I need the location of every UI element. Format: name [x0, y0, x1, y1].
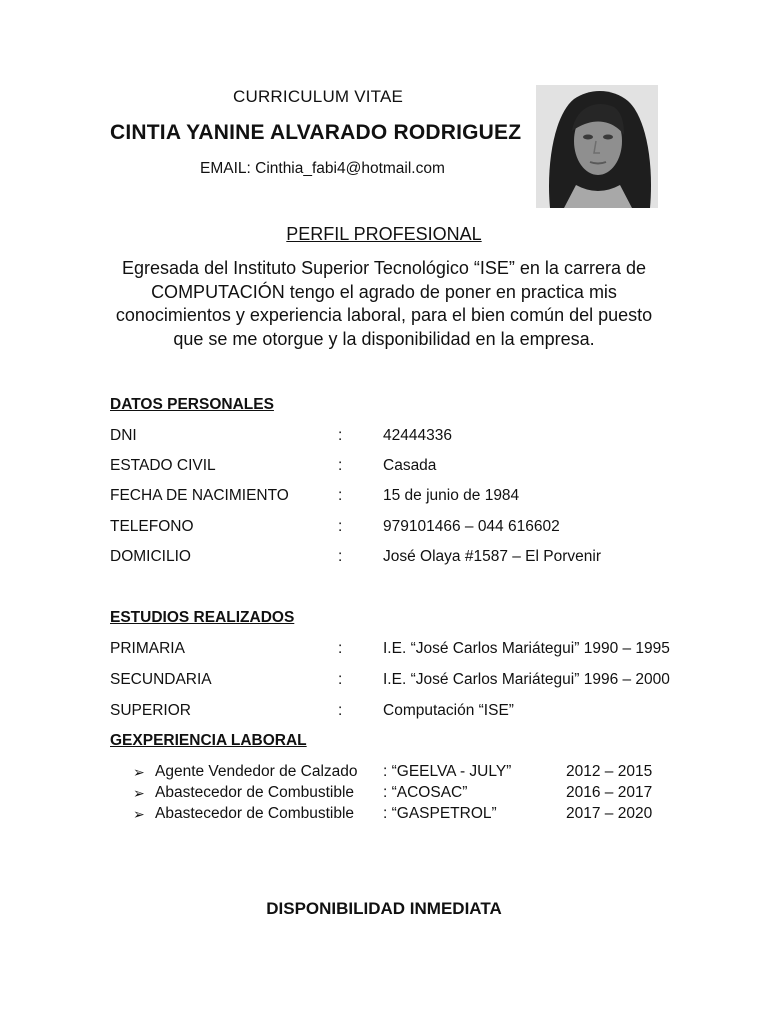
perfil-heading: PERFIL PROFESIONAL	[286, 224, 482, 244]
job-years: 2016 – 2017	[566, 784, 653, 801]
row-separator: :	[338, 702, 343, 719]
row-label: TELEFONO	[110, 518, 194, 535]
job-item	[0, 784, 768, 804]
document-title: CURRICULUM VITAE	[233, 87, 404, 106]
job-role: Agente Vendedor de Calzado	[155, 763, 358, 780]
job-years: 2012 – 2015	[566, 763, 653, 780]
row-separator: :	[338, 518, 343, 535]
job-role: Abastecedor de Combustible	[155, 784, 355, 801]
row-separator: :	[338, 671, 343, 688]
row-value: 42444336	[383, 427, 452, 444]
row-label: SUPERIOR	[110, 702, 191, 719]
row-value: I.E. “José Carlos Mariátegui” 1990 – 1995	[383, 640, 670, 657]
row-value: Casada	[383, 457, 437, 474]
job-years: 2017 – 2020	[566, 805, 653, 822]
availability-note: DISPONIBILIDAD INMEDIATA	[266, 899, 502, 918]
row-separator: :	[338, 487, 343, 504]
estudios-row-secundaria	[0, 671, 768, 691]
datos-personales-heading: DATOS PERSONALES	[110, 396, 274, 413]
estudios-row-primaria	[0, 640, 768, 660]
datos-row-estado-civil	[0, 457, 768, 477]
row-label: DNI	[110, 427, 137, 444]
email-line: EMAIL: Cinthia_fabi4@hotmail.com	[200, 160, 445, 177]
row-value: 15 de junio de 1984	[383, 487, 520, 504]
job-item	[0, 805, 768, 825]
job-company: : “ACOSAC”	[383, 784, 468, 801]
row-label: ESTADO CIVIL	[110, 457, 216, 474]
job-company: : “GASPETROL”	[383, 805, 497, 822]
datos-row-domicilio	[0, 548, 768, 568]
row-separator: :	[338, 548, 343, 565]
row-label: SECUNDARIA	[110, 671, 212, 688]
row-value: Computación “ISE”	[383, 702, 514, 719]
datos-row-dni	[0, 427, 768, 447]
job-role: Abastecedor de Combustible	[155, 805, 355, 822]
arrow-bullet-icon: ➢	[133, 785, 145, 801]
row-value: I.E. “José Carlos Mariátegui” 1996 – 2000	[383, 671, 670, 688]
profile-photo	[536, 85, 658, 208]
row-value: José Olaya #1587 – El Porvenir	[383, 548, 601, 565]
row-label: DOMICILIO	[110, 548, 191, 565]
datos-row-telefono	[0, 518, 768, 538]
estudios-row-superior	[0, 702, 768, 722]
row-label: PRIMARIA	[110, 640, 185, 657]
experiencia-heading: GEXPERIENCIA LABORAL	[110, 732, 307, 749]
candidate-name: CINTIA YANINE ALVARADO RODRIGUEZ	[110, 121, 522, 144]
job-item	[0, 763, 768, 783]
row-separator: :	[338, 457, 343, 474]
row-separator: :	[338, 427, 343, 444]
arrow-bullet-icon: ➢	[133, 806, 145, 822]
row-separator: :	[338, 640, 343, 657]
estudios-heading: ESTUDIOS REALIZADOS	[110, 609, 295, 626]
perfil-paragraph: Egresada del Instituto Superior Tecnológico “ISE” en la carrera de COMPUTACIÓN tengo el agrado de poner en practica mis conocimientos y experiencia laboral, para el bien común del puesto que se me otorgue y la disponibilidad en la empresa.	[115, 258, 653, 349]
datos-row-fecha-nacimiento	[0, 487, 768, 507]
job-company: : “GEELVA - JULY”	[383, 763, 512, 780]
row-label: FECHA DE NACIMIENTO	[110, 487, 289, 504]
arrow-bullet-icon: ➢	[133, 764, 145, 780]
row-value: 979101466 – 044 616602	[383, 518, 560, 535]
